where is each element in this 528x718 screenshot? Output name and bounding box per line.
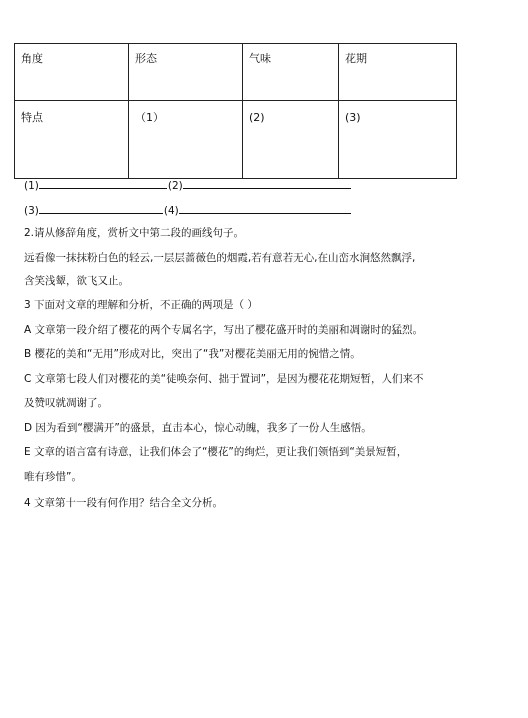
table-row	[15, 101, 457, 179]
option-d: D 因为看到“樱满开”的盛景，直击本心，惊心动魄，我多了一份人生感悟。	[24, 422, 372, 434]
answer-blank[interactable]	[179, 202, 351, 214]
blank-label: (4)	[163, 205, 179, 217]
blank-label: (3)	[24, 205, 39, 217]
option-b: B 樱花的美和“无用”形成对比，突出了“我”对樱花美丽无用的惋惜之情。	[24, 348, 361, 360]
answer-blank-line-1	[24, 177, 352, 193]
answer-blank-line-2	[24, 202, 352, 218]
question-4-prompt: 4 文章第十一段有何作用？结合全文分析。	[24, 497, 224, 509]
table-cell: (3)	[339, 101, 457, 179]
feature-table	[14, 43, 457, 179]
table-header-cell: 形态	[129, 44, 243, 101]
blank-label: (1)	[24, 180, 39, 192]
table-header-cell: 角度	[15, 44, 129, 101]
option-e-continued: 唯有珍惜”。	[24, 471, 82, 483]
question-2-prompt: 2.请从修辞角度，赏析文中第二段的画线句子。	[24, 227, 245, 239]
option-c: C 文章第七段人们对樱花的美“徒唤奈何、拙于置词”，是因为樱花花期短暂，人们来不	[24, 373, 424, 385]
answer-blank[interactable]	[39, 177, 167, 189]
table-header-cell: 花期	[339, 44, 457, 101]
option-a: A 文章第一段介绍了樱花的两个专属名字，写出了樱花盛开时的美丽和凋谢时的猛烈。	[24, 324, 424, 336]
table-cell: （1）	[129, 101, 243, 179]
question-2-quote-line: 含笑浅颦，欲飞又止。	[24, 275, 129, 287]
table-cell: (2)	[243, 101, 339, 179]
option-e: E 文章的语言富有诗意，让我们体会了“樱花”的绚烂，更让我们领悟到“美景短暂，	[24, 446, 408, 458]
table-header-cell: 气味	[243, 44, 339, 101]
answer-blank[interactable]	[183, 177, 351, 189]
blank-label: (2)	[167, 180, 183, 192]
question-3-prompt: 3 下面对文章的理解和分析，不正确的两项是（ ）	[24, 299, 258, 311]
table-cell: 特点	[15, 101, 129, 179]
table-row	[15, 44, 457, 101]
answer-blank[interactable]	[39, 202, 163, 214]
question-2-quote-line: 远看像一抹抹粉白色的轻云,一层层蔷薇色的烟霞,若有意若无心,在山峦水涧悠然飘浮,	[24, 252, 416, 264]
option-c-continued: 及赞叹就凋谢了。	[24, 397, 108, 409]
